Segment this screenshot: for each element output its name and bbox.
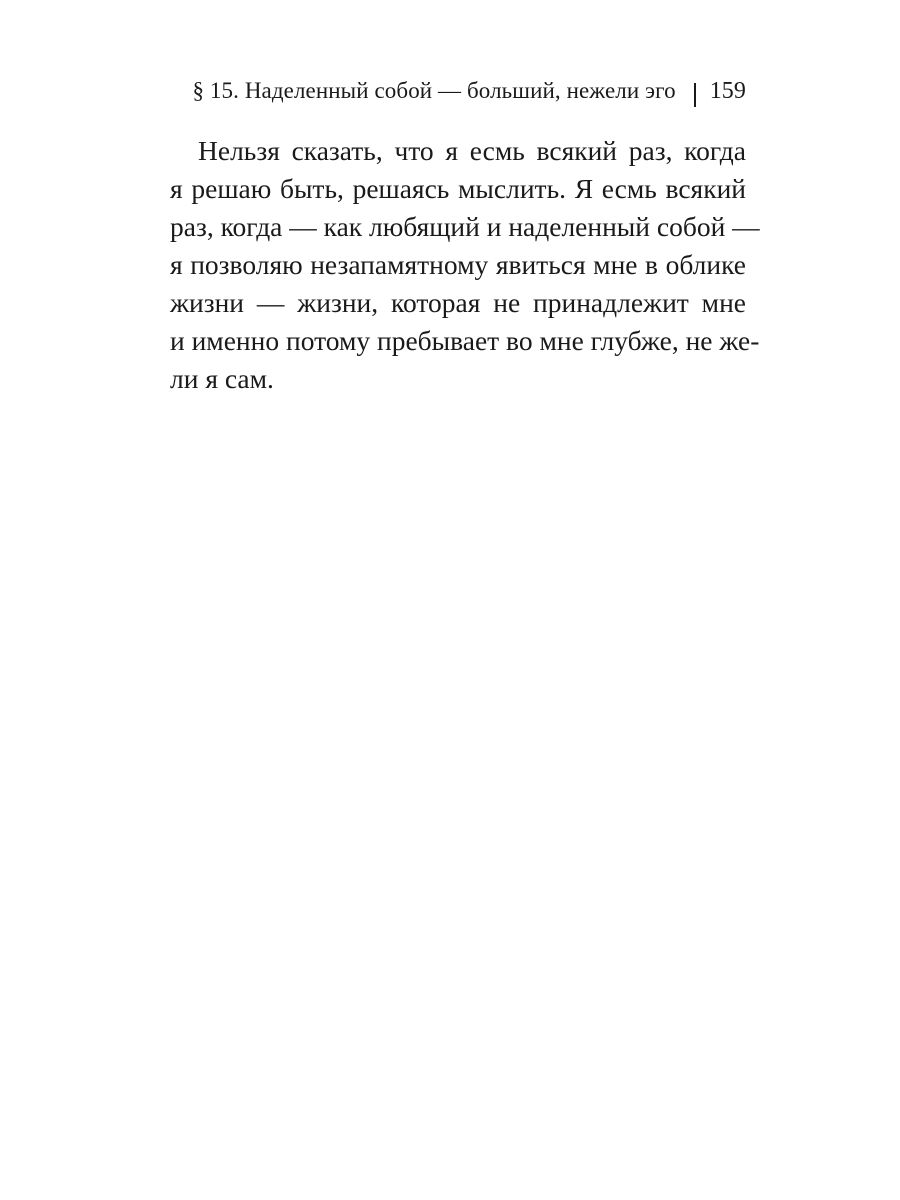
- paragraph-line: и именно потому пребывает во мне глубже, не же-: [170, 325, 760, 356]
- paragraph-line: жизни — жизни, которая не принадлежит мне: [170, 287, 746, 318]
- page-number: 159: [709, 78, 746, 104]
- running-head: [170, 78, 746, 112]
- running-head-title: § 15. Наделенный собой — больший, нежели эго: [192, 78, 676, 103]
- paragraph-line: раз, когда — как любящий и наделенный собой —: [170, 211, 760, 242]
- paragraph-line: Нельзя сказать, что я есмь всякий раз, когда: [198, 135, 746, 166]
- paragraph: [170, 132, 760, 398]
- running-head-divider: [694, 83, 696, 107]
- paragraph-line: я решаю быть, решаясь мыслить. Я есмь всякий: [170, 173, 746, 204]
- paragraph-line: я позволяю незапамятному явиться мне в облике: [170, 249, 746, 280]
- paragraph-line: ли я сам.: [170, 363, 274, 394]
